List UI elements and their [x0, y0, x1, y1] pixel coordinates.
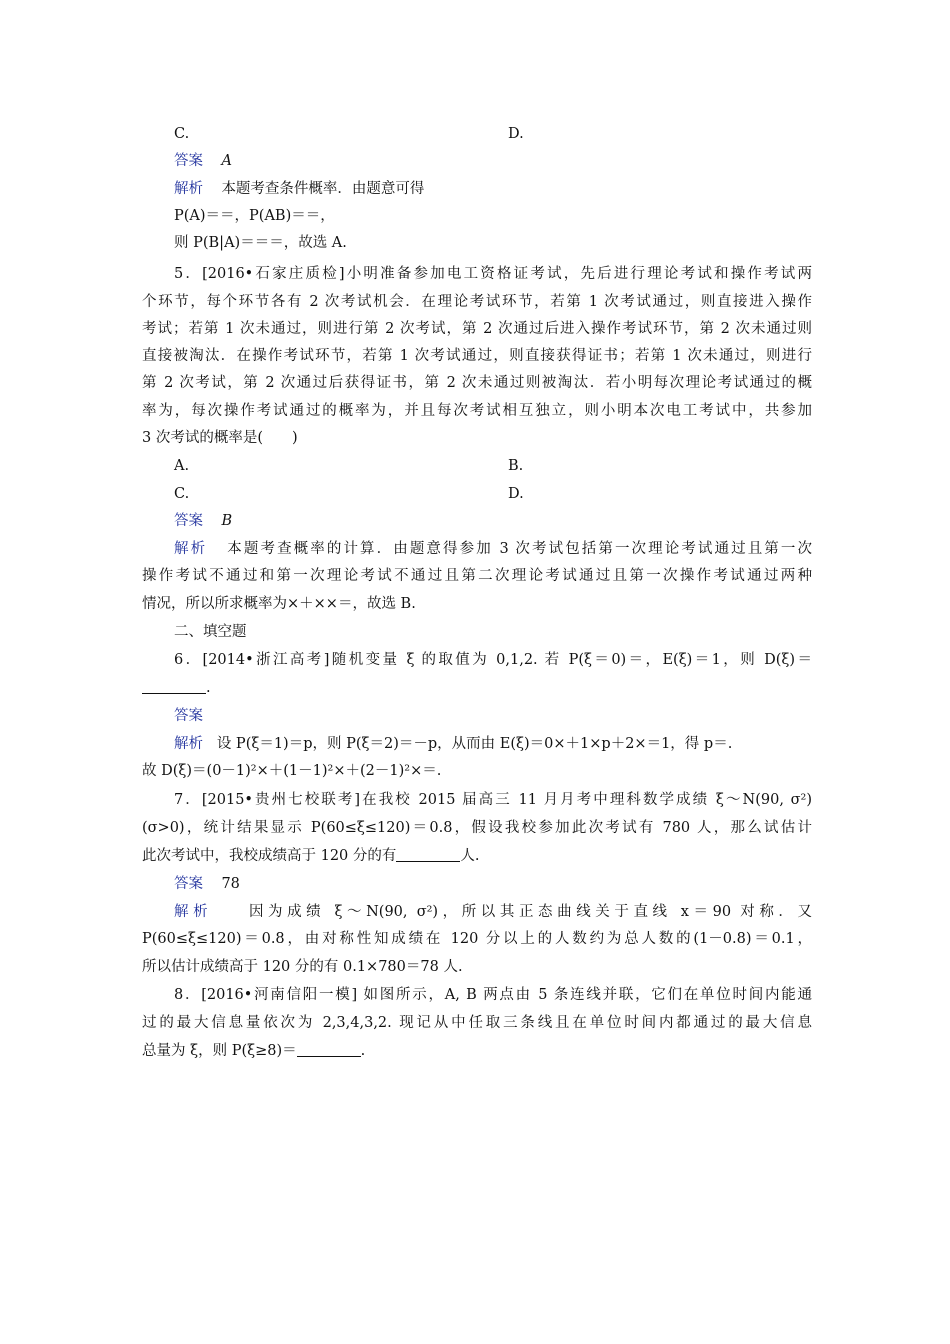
q5-option-a: A. [174, 458, 190, 474]
q6-answer [174, 706, 812, 726]
q8-answer-blank [297, 1042, 361, 1057]
q4-analysis [174, 179, 812, 199]
q4-option-c: C. [174, 126, 190, 142]
q7-line-1: 7．[2015•贵州七校联考]在我校 2015 届高三 11 月月考中理科数学成绩 ξ～N(90, σ²) [174, 792, 812, 808]
section-heading-fill-blank: 二、填空题 [174, 624, 247, 640]
q5-line-1: 5．[2016•石家庄质检]小明准备参加电工资格证考试，先后进行理论考试和操作考试两 [174, 266, 812, 282]
q5-line-6: 率为，每次操作考试通过的概率为，并且每次考试相互独立，则小明本次电工考试中，共参加 [142, 403, 812, 419]
analysis-text: 因为成绩 ξ～N(90, σ²)，所以其正态曲线关于直线 x＝90 对称．又 [248, 904, 812, 920]
q5-line-3: 考试；若第 1 次未通过，则进行第 2 次考试，第 2 次通过后进入操作考试环节，第 2 次未通过则 [142, 321, 812, 337]
q8-line-2: 过的最大信息量依次为 2,3,4,3,2. 现记从中任取三条线且在单位时间内都通过的最大信息 [142, 1015, 812, 1031]
analysis-label: 解析 [174, 736, 203, 752]
q5-option-d: D. [508, 486, 524, 502]
analysis-text: 本题考查条件概率．由题意可得 [221, 181, 425, 197]
q7-line-3 [142, 846, 812, 866]
q7-line-2: (σ>0)，统计结果显示 P(60≤ξ≤120)＝0.8，假设我校参加此次考试有 780 人，那么试估计 [142, 820, 812, 836]
answer-value: 78 [221, 876, 240, 892]
q6-answer-blank [142, 679, 206, 694]
q5-answer [174, 511, 812, 531]
q4-conclusion-line: 则 P(B|A)＝＝＝，故选 A. [174, 235, 347, 251]
q7-analysis-line-1 [174, 902, 812, 922]
q4-option-d: D. [508, 126, 524, 142]
q8-line-1: 8．[2016•河南信阳一模] 如图所示，A, B 两点由 5 条连线并联，它们在单位时间内能通 [174, 987, 812, 1003]
q6-analysis-line-1 [174, 734, 812, 754]
q6-period: . [206, 680, 211, 696]
q7-answer-blank [396, 847, 460, 862]
analysis-label: 解析 [174, 904, 213, 920]
q8-line-3 [142, 1041, 812, 1061]
q5-analysis-line-2: 操作考试不通过和第一次理论考试不通过且第二次理论考试通过且第一次操作考试通过两种 [142, 568, 812, 584]
q8-period: . [360, 1043, 366, 1059]
q5-analysis-line-1 [174, 539, 812, 559]
q6-analysis-line-2: 故 D(ξ)＝(0－1)²×＋(1－1)²×＋(2－1)²×＝. [142, 763, 442, 779]
q6-line-1: 6．[2014•浙江高考]随机变量 ξ 的取值为 0,1,2. 若 P(ξ＝0)＝，E(ξ)＝1，则 D(ξ)＝ [174, 652, 812, 668]
answer-label: 答案 [174, 513, 203, 529]
q4-answer [174, 151, 812, 171]
answer-value: B [221, 513, 233, 529]
q4-formula-line: P(A)＝＝，P(AB)＝＝， [174, 208, 335, 224]
q6-line-2 [142, 678, 812, 698]
q7-analysis-line-2: P(60≤ξ≤120)＝0.8，由对称性知成绩在 120 分以上的人数约为总人数的(1－0.8)＝0.1， [142, 931, 812, 947]
q5-options-row-1 [174, 456, 812, 476]
analysis-text: 设 P(ξ＝1)＝p，则 P(ξ＝2)＝－p，从而由 E(ξ)＝0×＋1×p＋2×＝1，得 p＝. [216, 736, 733, 752]
q5-line-4: 直接被淘汰．在操作考试环节，若第 1 次考试通过，则直接获得证书；若第 1 次未通过，则进行 [142, 348, 812, 364]
q4-options-row [174, 124, 812, 144]
analysis-label: 解析 [174, 541, 208, 557]
q7-analysis-line-3: 所以估计成绩高于 120 分的有 0.1×780＝78 人. [142, 959, 463, 975]
q5-option-c: C. [174, 486, 190, 502]
q7-answer [174, 874, 812, 894]
q5-line-5: 第 2 次考试，第 2 次通过后获得证书，第 2 次未通过则被淘汰．若小明每次理论考试通过的概 [142, 375, 812, 391]
q5-options-row-2 [174, 484, 812, 504]
answer-label: 答案 [174, 876, 203, 892]
q5-line-2: 个环节，每个环节各有 2 次考试机会．在理论考试环节，若第 1 次考试通过，则直接进入操作 [142, 294, 812, 310]
analysis-text: 本题考查概率的计算．由题意得参加 3 次考试包括第一次理论考试通过且第一次 [227, 541, 812, 557]
answer-label: 答案 [174, 153, 203, 169]
q5-analysis-line-3: 情况，所以所求概率为×＋××＝，故选 B. [142, 596, 416, 612]
answer-label: 答案 [174, 708, 203, 724]
answer-value: A [221, 153, 232, 169]
q8-line-3-text: 总量为 ξ，则 P(ξ≥8)＝ [142, 1043, 297, 1059]
analysis-label: 解析 [174, 181, 203, 197]
q7-line-3-end: 人. [460, 848, 480, 864]
q7-line-3-text: 此次考试中，我校成绩高于 120 分的有 [142, 848, 397, 864]
q5-line-7: 3 次考试的概率是( ) [142, 430, 298, 446]
q5-option-b: B. [508, 458, 524, 474]
